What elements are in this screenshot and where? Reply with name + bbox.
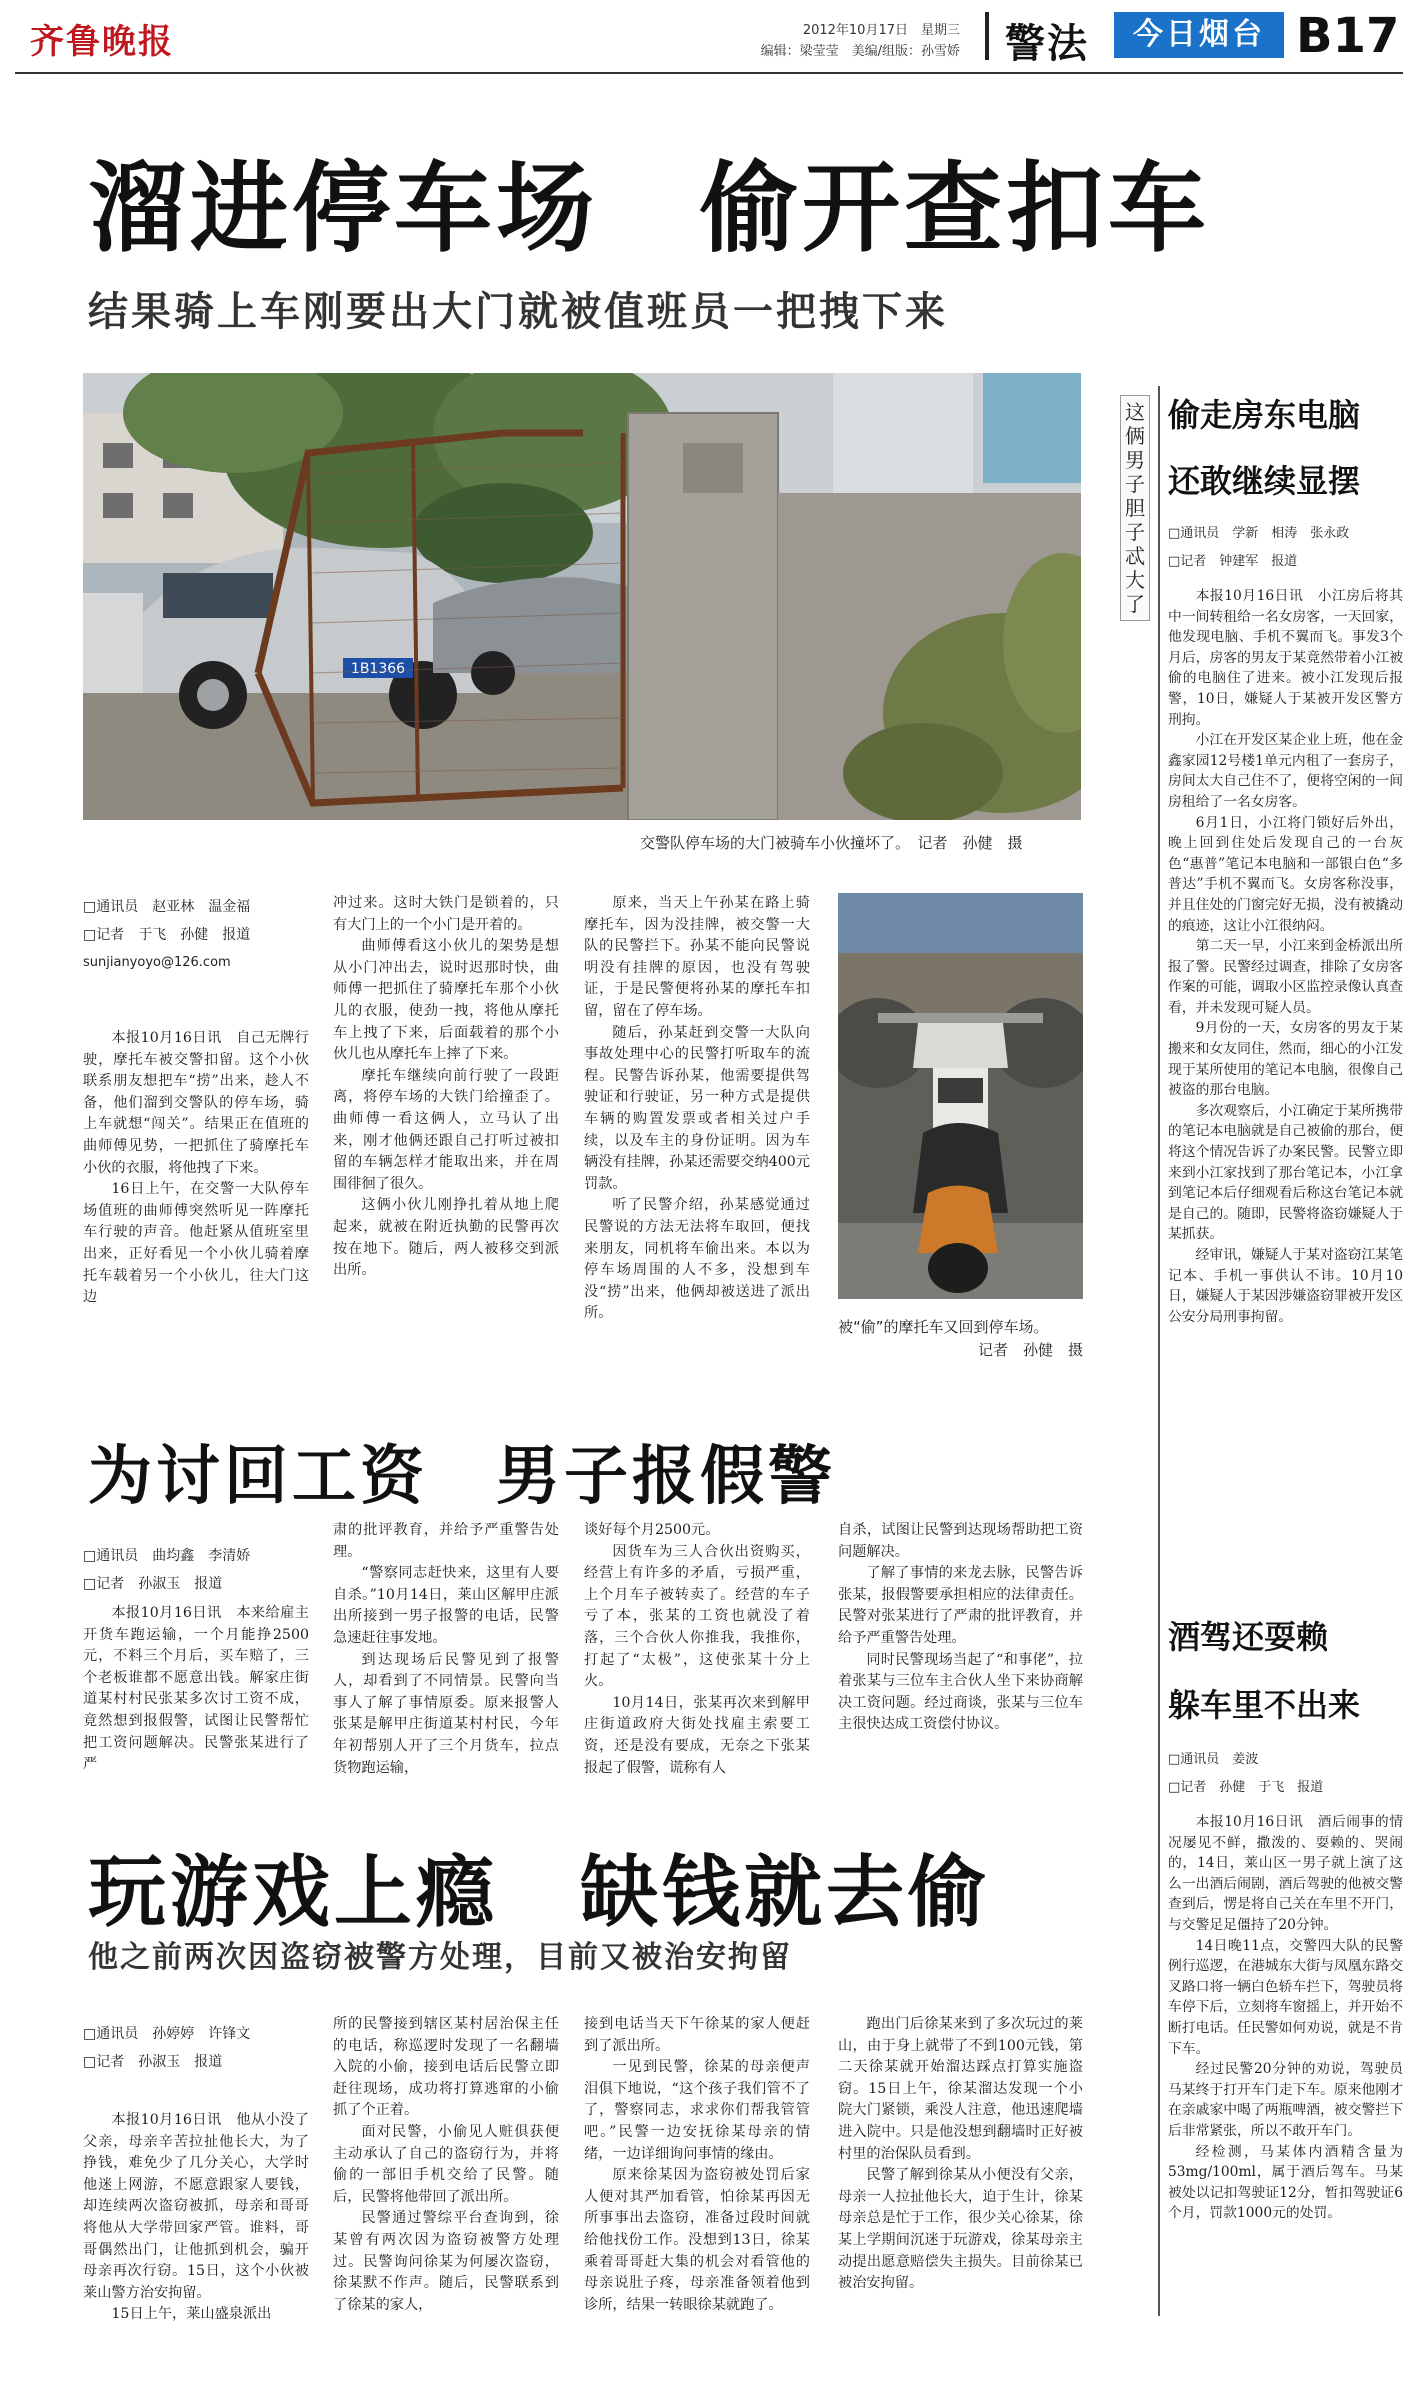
story1-photo2-credit: 记者 孙健 摄	[977, 1341, 1083, 1359]
sidebar-a-p2: 小江在开发区某企业上班，他在金鑫家园12号楼1单元内租了一套房子，房间太大自己住不了，便将空闲的一间房租给了一名女房客。	[1168, 732, 1403, 810]
header-rule	[15, 72, 1403, 74]
story2-c3-p1: 谈好每个月2500元。	[584, 1522, 720, 1538]
reporter-email-link[interactable]: sunjianyoyo@126.com	[83, 955, 231, 970]
story1-photo-caption: 交警队停车场的大门被骑车小伙撞坏了。 记者 孙健 摄	[640, 834, 1023, 852]
header-info	[720, 20, 960, 62]
story2-c4-p3: 同时民警现场当起了“和事佬”，拉着张某与三位车主合伙人坐下来协商解决工资问题。经过商谈，张某与三位车主很快达成工资偿付协议。	[838, 1651, 1083, 1733]
story3-headline: 玩游戏上瘾 缺钱就去偷	[88, 1848, 991, 1938]
story1-c2-p2: 曲师傅看这小伙儿的架势是想从小门冲出去，说时迟那时快，曲师傅一把抓住了骑摩托车那个小伙儿的衣服，使劲一拽，将他从摩托车上拽了下来，后面载着的那个小伙儿也从摩托车上摔了下来。	[333, 938, 559, 1063]
sidebar-vertical-tag: 这俩男子胆子忒大了	[1120, 395, 1150, 621]
story1-byline-reporters: □记者 于飞 孙健 报道	[83, 927, 251, 943]
story1-c3-p3: 听了民警介绍，孙某感觉通过民警说的方法无法将车取回，便找来朋友，同机将车偷出来。本以为停车场周围的人不多，没想到车没“捞”出来，他俩却被送进了派出所。	[584, 1197, 810, 1322]
story1-c2-p3: 摩托车继续向前行驶了一段距离，将停车场的大铁门给撞歪了。曲师傅一看这俩人，立马认了出来，刚才他俩还跟自己打听过被扣留的车辆怎样才能取出来，并在周围徘徊了很久。	[333, 1067, 559, 1192]
story3-c1-p1: 本报10月16日讯 他从小没了父亲，母亲辛苦拉扯他长大，为了挣钱，难免少了几分关心，大学时他迷上网游，不愿意跟家人要钱，却连续两次盗窃被抓，母亲和哥哥将他从大学带回家严管。谁料，哥哥偶然出门，让他抓到机会，骗开母亲再次行窃。15日，这个小伙被莱山警方治安拘留。	[83, 2112, 309, 2301]
sidebar-a-p5: 9月份的一天，女房客的男友于某搬来和女友同住，然而，细心的小江发现于某所使用的笔记本电脑，很像自己被盗的那台电脑。	[1168, 1020, 1403, 1099]
section-name: 警法	[1005, 21, 1089, 67]
header-divider	[985, 12, 989, 60]
story3-c1-p2: 15日上午，莱山盛泉派出	[111, 2306, 272, 2323]
sidebar-b-byline-reporters: □记者 孙健 于飞 报道	[1168, 1780, 1324, 1795]
sidebar-a-p1: 本报10月16日讯 小江房后将其中一间转租给一名女房客，一天回家，他发现电脑、手机不翼而飞。事发3个月后，房客的男友于某竟然带着小江被偷的电脑住了进来。被小江发现后报警，10日，嫌疑人于某被开发区警方刑拘。	[1168, 588, 1403, 728]
section-tag: 今日烟台	[1114, 12, 1284, 58]
sidebar-b-byline-correspondents: □通讯员 姜波	[1168, 1752, 1259, 1767]
story2-byline-reporters: □记者 孙淑玉 报道	[83, 1576, 223, 1592]
story1-c2-p4: 这俩小伙儿刚挣扎着从地上爬起来，就被在附近执勤的民警再次按在地下。随后，两人被移交到派出所。	[333, 1197, 559, 1279]
page-number: B17	[1296, 8, 1400, 64]
sidebar-a-body	[1168, 586, 1403, 1327]
story1-c1-p1: 本报10月16日讯 自己无牌行驶，摩托车被交警扣留。这个小伙联系朋友想把车“捞”出来，趁人不备，他们溜到交警队的停车场，骑上车就想“闯关”。结果正在值班的曲师傅见势，一把抓住了骑摩托车小伙的衣服，将他拽了下来。	[83, 1030, 309, 1176]
story2-c2-p2: “警察同志赶快来，这里有人要自杀。”10月14日，莱山区解甲庄派出所接到一男子报警的电话，民警急速赶往事发地。	[333, 1565, 559, 1646]
story1-photo-parking-gate	[83, 373, 1081, 820]
story1-subheadline: 结果骑上车刚要出大门就被值班员一把拽下来	[88, 289, 948, 335]
sidebar-b-title-line1: 酒驾还耍赖	[1168, 1618, 1329, 1656]
sidebar-story-b	[1168, 1612, 1403, 2224]
story2-column-3	[584, 1520, 810, 1779]
story1-column-3	[584, 893, 810, 1325]
sidebar-b-p4: 经检测，马某体内酒精含量为53mg/100ml，属于酒后驾车。马某被处以记扣驾驶证12分，暂扣驾驶证6个月，罚款1000元的处罚。	[1168, 2143, 1403, 2222]
sidebar-a-p7: 经审讯，嫌疑人于某对盗窃江某笔记本、手机一事供认不讳。10月10日，嫌疑人于某因涉嫌盗窃罪被开发区公安分局刑事拘留。	[1168, 1247, 1403, 1325]
story3-byline-block	[83, 2020, 309, 2076]
story3-c2-p3: 民警通过警综平台查询到，徐某曾有两次因为盗窃被警方处理过。民警询问徐某为何屡次盗窃，徐某默不作声。随后，民警联系到了徐某的家人，	[333, 2210, 559, 2313]
story3-c2-p1: 所的民警接到辖区某村居治保主任的电话，称巡逻时发现了一名翻墙入院的小偷，接到电话后民警立即赶往现场，成功将打算逃窜的小偷抓了个正着。	[333, 2016, 559, 2119]
sidebar-b-p1: 本报10月16日讯 酒后闹事的情况屡见不鲜，撒泼的、耍赖的、哭闹的，14日，莱山区一男子就上演了这么一出酒后闹剧，酒后驾驶的他被交警查到后，愣是将自己关在车里不开门，与交警足足僵持了20分钟。	[1168, 1814, 1403, 1933]
sidebar-a-title-line1: 偷走房东电脑	[1168, 396, 1361, 434]
story2-c4-p2: 了解了事情的来龙去脉，民警告诉张某，报假警要承担相应的法律责任。民警对张某进行了严肃的批评教育，并给予严重警告处理。	[838, 1565, 1083, 1646]
sidebar-a-p4: 第二天一早，小江来到金桥派出所报了警。民警经过调查，排除了女房客作案的可能，调取小区监控录像认真查看，并未发现可疑人员。	[1168, 938, 1403, 1016]
editor-credits: 编辑：梁莹莹 美编/组版：孙雪娇	[760, 44, 960, 59]
story2-byline-block	[83, 1542, 309, 1598]
story3-c2-p2: 面对民警，小偷见人赃俱获便主动承认了自己的盗窃行为，并将偷的一部旧手机交给了民警。随后，民警将他带回了派出所。	[333, 2123, 559, 2205]
story2-c4-p1: 自杀，试图让民警到达现场帮助把工资问题解决。	[838, 1522, 1083, 1560]
story2-column-2	[333, 1520, 559, 1779]
sidebar-b-body	[1168, 1812, 1403, 2224]
sidebar-b-p3: 经过民警20分钟的劝说，驾驶员马某终于打开车门走下车。原来他刚才在亲戚家中喝了两瓶啤酒，被交警拦下后非常紧张，所以不敢开车门。	[1168, 2061, 1403, 2139]
sidebar-a-title-line2: 还敢继续显摆	[1168, 462, 1361, 500]
story3-c4-p2: 民警了解到徐某从小便没有父亲，母亲一人拉扯他长大，迫于生计，徐某母亲总是忙于工作，很少关心徐某，徐某上学期间沉迷于玩游戏，徐某母亲主动提出愿意赔偿失主损失。目前徐某已被治安拘留。	[838, 2167, 1083, 2292]
story1-photo-motorcycle	[838, 893, 1083, 1299]
story3-column-4	[838, 2014, 1083, 2295]
sidebar-a-byline-reporters: □记者 钟建军 报道	[1168, 554, 1298, 569]
story3-c4-p1: 跑出门后徐某来到了多次玩过的莱山，由于身上就带了不到100元钱，第二天徐某就开始溜达踩点打算实施盗窃。15日上午，徐某溜达发现一个小院大门紧锁，乘没人注意，他迅速爬墙进入院中。只是他没想到翻墙时正好被村里的治保队员看到。	[838, 2016, 1083, 2162]
story3-column-3	[584, 2014, 810, 2316]
story3-column-2	[333, 2014, 559, 2316]
story2-c3-p3: 10月14日，张某再次来到解甲庄街道政府大街处找雇主索要工资，还是没有要成，无奈之下张某报起了假警，谎称有人	[584, 1694, 810, 1776]
story1-byline-block	[83, 893, 309, 970]
story1-byline-correspondents: □通讯员 赵亚林 温金福	[83, 899, 251, 915]
sidebar-a-byline-correspondents: □通讯员 学新 相涛 张永政	[1168, 526, 1350, 541]
story2-headline: 为讨回工资 男子报假警	[88, 1440, 836, 1514]
story1-photo2-caption	[838, 1316, 1083, 1362]
story1-photo2-caption-text: 被“偷”的摩托车又回到停车场。	[838, 1318, 1049, 1336]
license-plate: 1B1366	[350, 661, 406, 677]
sidebar-a-p3: 6月1日，小江将门锁好后外出，晚上回到住处后发现自己的一台灰色“惠普”笔记本电脑和一部银白色“多普达”手机不翼而飞。女房客称没事，并且住处的门窗完好无损，没有被撬动的痕迹，这让小江很纳闷。	[1168, 814, 1403, 934]
story2-c2-p3: 到达现场后民警见到了报警人，却看到了不同情景。民警向当事人了解了事情原委。原来报警人张某是解甲庄街道某村村民，今年年初帮别人开了三个月货车，拉点货物跑运输，	[333, 1651, 559, 1776]
story2-column-1	[83, 1603, 309, 1776]
newspaper-logo: 齐鲁晚报	[30, 22, 174, 62]
story2-byline-correspondents: □通讯员 曲均鑫 李清娇	[83, 1548, 251, 1564]
story1-headline: 溜进停车场 偷开查扣车	[88, 152, 1211, 266]
story1-column-2	[333, 893, 559, 1282]
story2-column-4	[838, 1520, 1083, 1736]
story3-c3-p3: 原来徐某因为盗窃被处罚后家人便对其严加看管，怕徐某再因无所事事出去盗窃，准备过段时间就给他找份工作。没想到13日，徐某乘着哥哥赶大集的机会对看管他的母亲说肚子疼，母亲准备领着他到诊所，结果一转眼徐某就跑了。	[584, 2167, 810, 2313]
issue-date: 2012年10月17日 星期三	[802, 23, 960, 38]
story3-subheadline: 他之前两次因盗窃被警方处理，目前又被治安拘留	[88, 1940, 792, 1975]
story1-c1-p2: 16日上午，在交警一大队停车场值班的曲师傅突然听见一阵摩托车行驶的声音。他赶紧从值班室里出来，正好看见一个小伙儿骑着摩托车载着另一个小伙儿，往大门这边	[83, 1181, 309, 1306]
sidebar-b-title-line2: 躲车里不出来	[1168, 1686, 1361, 1724]
story3-byline-correspondents: □通讯员 孙婷婷 许锋文	[83, 2026, 251, 2042]
sidebar-b-p2: 14日晚11点，交警四大队的民警例行巡逻，在港城东大街与凤凰东路交叉路口将一辆白色轿车拦下，驾驶员将车停下后，立刻将车窗摇上，并开始不断打电话。任民警如何劝说，就是不肯下车。	[1168, 1937, 1403, 2057]
story1-c3-p1: 原来，当天上午孙某在路上骑摩托车，因为没挂牌，被交警一大队的民警拦下。孙某不能向民警说明没有挂牌的原因，也没有驾驶证，于是民警便将孙某的摩托车扣留，留在了停车场。	[584, 895, 810, 1019]
story1-c3-p2: 随后，孙某赶到交警一大队向事故处理中心的民警打听取车的流程。民警告诉孙某，他需要提供驾驶证和行驶证，另一种方式是提供车辆的购置发票或者相关过户手续，以及车主的身份证明。因为车辆没有挂牌，孙某还需要交纳400元罚款。	[584, 1024, 810, 1192]
story2-c3-p2: 因货车为三人合伙出资购买，经营上有许多的矛盾，亏损严重，上个月车子被转卖了。经营的车子亏了本，张某的工资也就没了着落，三个合伙人你推我，我推你，打起了“太极”，这使张某十分上火。	[584, 1543, 810, 1690]
story3-c3-p1: 接到电话当天下午徐某的家人便赶到了派出所。	[584, 2016, 810, 2054]
story3-c3-p2: 一见到民警，徐某的母亲便声泪俱下地说，“这个孩子我们管不了了，警察同志，求求你们帮我管管吧。”民警一边安抚徐某母亲的情绪，一边详细询问事情的缘由。	[584, 2059, 810, 2162]
sidebar-a-p6: 多次观察后，小江确定于某所携带的笔记本电脑就是自己被偷的那台，便将这个情况告诉了办案民警。民警立即来到小江家找到了那台笔记本，小江拿到笔记本后仔细观看后称这台笔记本就是自己的。随即，民警将盗窃嫌疑人于某抓获。	[1168, 1102, 1403, 1243]
story2-c2-p1: 肃的批评教育，并给予严重警告处理。	[333, 1522, 559, 1560]
story1-c2-p1: 冲过来。这时大铁门是锁着的，只有大门上的一个小门是开着的。	[333, 895, 559, 933]
story2-c1-p1: 本报10月16日讯 本来给雇主开货车跑运输，一个月能挣2500元，不料三个月后，买车赔了，三个老板谁都不愿意出钱。解家庄街道某村村民张某多次讨工资不成，竟然想到报假警，试图让民警帮忙把工资问题解决。民警张某进行了严	[83, 1605, 309, 1773]
story3-column-1	[83, 2110, 309, 2326]
sidebar-story-a	[1168, 390, 1403, 1327]
story1-column-1	[83, 1028, 309, 1309]
story3-byline-reporters: □记者 孙淑玉 报道	[83, 2054, 223, 2070]
